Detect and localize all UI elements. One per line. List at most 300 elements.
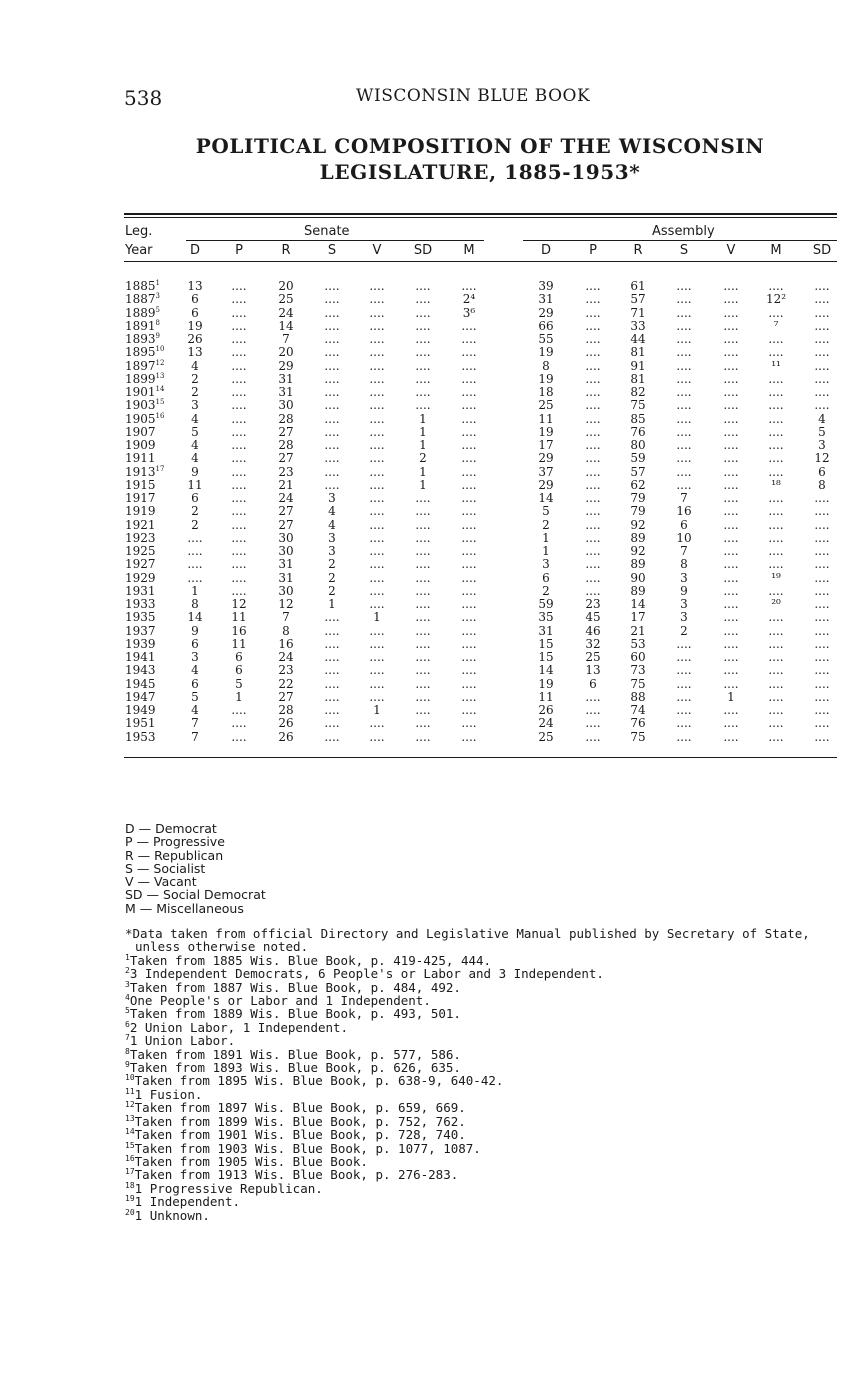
- senate-cell: 30: [278, 544, 294, 558]
- senate-cell: ....: [461, 477, 477, 492]
- footnote-list: [125, 954, 839, 1222]
- table-row: [0, 678, 859, 690]
- senate-cell: 20: [278, 279, 294, 293]
- assembly-cell: ....: [814, 623, 830, 638]
- year-value: 1915: [125, 477, 156, 492]
- assembly-cell: 57: [630, 464, 646, 479]
- footnote-mark: 9: [125, 1059, 130, 1069]
- senate-cell: ....: [324, 424, 340, 439]
- assembly-cell: 55: [538, 332, 554, 346]
- assembly-cell: ¹⁸: [771, 477, 781, 492]
- table-row: [0, 373, 859, 385]
- footnote-text: Taken from 1893 Wis. Blue Book, p. 626, 635.: [129, 1060, 461, 1076]
- table-bottom-rule: [124, 757, 837, 758]
- table-row: [0, 704, 859, 716]
- senate-cell: ....: [461, 491, 477, 505]
- footnote-text: 1 Unknown.: [134, 1207, 210, 1223]
- senate-cell: 27: [278, 504, 294, 519]
- assembly-cell: ....: [768, 530, 784, 545]
- assembly-cell: 14: [630, 597, 646, 611]
- senate-cell: 1: [419, 424, 427, 439]
- page-title: [120, 133, 840, 185]
- senate-cell: 5: [191, 689, 199, 704]
- assembly-cell: 14: [538, 491, 554, 505]
- senate-cell: 28: [278, 703, 294, 717]
- assembly-cell: ....: [723, 729, 739, 744]
- assembly-cell: ....: [723, 358, 739, 373]
- assembly-cell: 7: [680, 544, 688, 558]
- senate-cell: ....: [324, 292, 340, 307]
- assembly-col-head: M: [770, 243, 782, 258]
- senate-cell: ....: [461, 597, 477, 611]
- assembly-cell: ....: [768, 557, 784, 572]
- senate-cell: 24: [278, 491, 294, 505]
- assembly-cell: 66: [538, 318, 554, 333]
- assembly-cell: 75: [630, 676, 646, 691]
- senate-cell: 8: [191, 597, 199, 611]
- assembly-cell: ....: [768, 279, 784, 293]
- assembly-cell: 75: [630, 398, 646, 413]
- senate-cell: ....: [461, 332, 477, 346]
- footnote-mark: 17: [125, 1167, 135, 1177]
- assembly-cell: 75: [630, 729, 646, 744]
- senate-cell: ....: [415, 398, 431, 413]
- senate-cell: 4: [191, 411, 199, 426]
- senate-cell: 27: [278, 451, 294, 466]
- senate-cell: ....: [369, 491, 385, 505]
- senate-cell: 2: [191, 517, 199, 532]
- assembly-cell: ....: [585, 385, 601, 399]
- assembly-cell: ....: [768, 676, 784, 691]
- assembly-cell: ....: [585, 318, 601, 333]
- footnote-mark: 6: [125, 1019, 130, 1029]
- assembly-cell: 81: [630, 371, 646, 386]
- senate-cell: ....: [461, 676, 477, 691]
- assembly-cell: 82: [630, 385, 646, 399]
- assembly-cell: 71: [630, 305, 646, 320]
- senate-cell: ....: [369, 411, 385, 426]
- assembly-cell: ....: [585, 438, 601, 452]
- senate-cell: ....: [231, 371, 247, 386]
- senate-cell: ....: [324, 371, 340, 386]
- assembly-cell: ....: [676, 689, 692, 704]
- senate-cell: 26: [278, 716, 294, 731]
- assembly-cell: ....: [723, 305, 739, 320]
- footnote-text: 1 Union Labor.: [129, 1033, 236, 1049]
- senate-cell: ....: [369, 279, 385, 293]
- senate-cell: ....: [461, 345, 477, 360]
- senate-cell: ....: [231, 385, 247, 399]
- header-year: Year: [125, 243, 153, 258]
- assembly-cell: ....: [814, 544, 830, 558]
- assembly-cell: ¹⁹: [771, 570, 781, 585]
- senate-cell: ....: [415, 318, 431, 333]
- senate-cell: ....: [231, 583, 247, 598]
- senate-cell: ....: [415, 305, 431, 320]
- senate-cell: ....: [415, 385, 431, 399]
- year-footnote-mark: 15: [155, 398, 165, 407]
- year-value: 1927: [125, 557, 156, 572]
- table-row: [0, 611, 859, 623]
- assembly-cell: 3: [542, 557, 550, 572]
- senate-cell: 26: [187, 332, 203, 346]
- assembly-cell: ....: [768, 438, 784, 452]
- footnote-mark: 2: [125, 966, 130, 976]
- notes-intro-line-2: unless otherwise noted.: [135, 939, 309, 955]
- senate-cell: ....: [415, 570, 431, 585]
- senate-cell: 2: [328, 557, 336, 572]
- senate-cell: 2: [419, 451, 427, 466]
- assembly-cell: 32: [585, 636, 601, 651]
- footnote-text: 1 Independent.: [134, 1194, 240, 1210]
- assembly-cell: 1: [727, 689, 735, 704]
- senate-cell: ....: [369, 583, 385, 598]
- assembly-cell: 11: [538, 411, 554, 426]
- assembly-cell: 44: [630, 332, 646, 346]
- senate-cell: ....: [461, 729, 477, 744]
- year-footnote-mark: 9: [155, 332, 161, 340]
- assembly-cell: 35: [538, 610, 554, 625]
- senate-cell: 2: [328, 570, 336, 585]
- assembly-cell: 2: [680, 623, 688, 638]
- assembly-cell: 74: [630, 703, 646, 717]
- year-value: 1953: [125, 729, 156, 744]
- senate-cell: ....: [369, 438, 385, 452]
- senate-cell: ....: [415, 583, 431, 598]
- assembly-cell: ....: [723, 477, 739, 492]
- assembly-cell: ....: [585, 729, 601, 744]
- assembly-cell: ....: [768, 332, 784, 346]
- senate-cell: ....: [231, 358, 247, 373]
- footnote: [125, 967, 839, 980]
- assembly-cell: 11: [538, 689, 554, 704]
- assembly-cell: ....: [585, 424, 601, 439]
- assembly-cell: 8: [542, 358, 550, 373]
- table-row: [0, 307, 859, 319]
- assembly-cell: ....: [768, 345, 784, 360]
- senate-cell: 2: [191, 504, 199, 519]
- legend-item: D — Democrat: [125, 821, 217, 836]
- year-value: 1925: [125, 544, 156, 558]
- assembly-cell: ....: [585, 716, 601, 731]
- assembly-cell: ....: [676, 477, 692, 492]
- senate-cell: 9: [191, 464, 199, 479]
- assembly-cell: ....: [768, 398, 784, 413]
- footnote-mark: 11: [125, 1086, 135, 1096]
- senate-cell: ....: [324, 464, 340, 479]
- year-value: 1943: [125, 663, 156, 678]
- senate-cell: 20: [278, 345, 294, 360]
- senate-col-head: V: [372, 243, 382, 258]
- assembly-cell: ....: [585, 305, 601, 320]
- footnote: [125, 1034, 839, 1047]
- senate-cell: ....: [231, 438, 247, 452]
- senate-cell: 1: [419, 438, 427, 452]
- assembly-cell: ....: [585, 398, 601, 413]
- senate-cell: ....: [324, 398, 340, 413]
- senate-cell: 13: [187, 345, 203, 360]
- assembly-cell: ....: [676, 385, 692, 399]
- senate-cell: ....: [461, 689, 477, 704]
- year-footnote-mark: 12: [155, 358, 165, 367]
- senate-cell: 19: [187, 318, 203, 333]
- table-row: [0, 598, 859, 610]
- senate-cell: ....: [369, 358, 385, 373]
- table-row: [0, 717, 859, 729]
- senate-cell: 7: [191, 716, 199, 731]
- senate-cell: ....: [415, 729, 431, 744]
- table-top-rule-thin: [124, 217, 837, 218]
- senate-cell: 30: [278, 398, 294, 413]
- table-row: [0, 439, 859, 451]
- footnote-text: Taken from 1895 Wis. Blue Book, p. 638-9, 640-42.: [134, 1073, 504, 1089]
- assembly-cell: ....: [676, 358, 692, 373]
- year-value: 1947: [125, 689, 156, 704]
- footnote-mark: 18: [125, 1180, 135, 1190]
- senate-cell: ....: [324, 636, 340, 651]
- senate-cell: ....: [369, 424, 385, 439]
- assembly-cell: ....: [723, 610, 739, 625]
- year-footnote-mark: 8: [155, 318, 161, 327]
- assembly-cell: 2: [542, 583, 550, 598]
- senate-cell: 4: [328, 504, 336, 519]
- senate-cell: ....: [369, 729, 385, 744]
- year-value: 1921: [125, 517, 156, 532]
- senate-cell: 6: [191, 305, 199, 320]
- senate-cell: ....: [415, 358, 431, 373]
- table-row: [0, 585, 859, 597]
- senate-cell: 25: [278, 292, 294, 307]
- senate-cell: ....: [324, 650, 340, 664]
- legend-item: R — Republican: [125, 847, 224, 863]
- senate-cell: ....: [415, 530, 431, 545]
- assembly-cell: 29: [538, 477, 554, 492]
- assembly-cell: ....: [723, 557, 739, 572]
- senate-cell: 23: [278, 464, 294, 479]
- assembly-cell: ....: [814, 557, 830, 572]
- footnote: [125, 1142, 839, 1155]
- senate-cell: ....: [369, 517, 385, 532]
- senate-cell: ....: [461, 570, 477, 585]
- assembly-cell: ....: [768, 411, 784, 426]
- assembly-cell: ....: [814, 398, 830, 413]
- senate-cell: ....: [324, 623, 340, 638]
- footnote: [125, 1101, 839, 1114]
- senate-cell: 4: [191, 451, 199, 466]
- senate-cell: ....: [415, 650, 431, 664]
- senate-cell: ....: [461, 318, 477, 333]
- senate-cell: ....: [369, 570, 385, 585]
- senate-cell: ....: [415, 504, 431, 519]
- assembly-cell: ....: [585, 451, 601, 466]
- table-row: [0, 664, 859, 676]
- senate-col-head: P: [235, 243, 243, 258]
- footnote-mark: 14: [125, 1126, 135, 1136]
- senate-cell: ....: [324, 438, 340, 452]
- assembly-cell: 15: [538, 650, 554, 664]
- senate-cell: 1: [419, 464, 427, 479]
- senate-cell: ....: [415, 716, 431, 731]
- senate-col-head: R: [281, 243, 291, 258]
- senate-cell: ....: [415, 703, 431, 717]
- senate-cell: ....: [461, 358, 477, 373]
- senate-cell: ....: [324, 663, 340, 678]
- senate-cell: 11: [231, 610, 247, 625]
- assembly-cell: ....: [585, 504, 601, 519]
- assembly-cell: 61: [630, 279, 646, 293]
- senate-cell: ....: [369, 676, 385, 691]
- senate-cell: ....: [369, 292, 385, 307]
- table-row: [0, 558, 859, 570]
- senate-cell: ....: [369, 663, 385, 678]
- senate-cell: 11: [187, 477, 203, 492]
- legend: [125, 822, 266, 915]
- senate-cell: ....: [415, 597, 431, 611]
- assembly-cell: ....: [814, 689, 830, 704]
- assembly-cell: 31: [538, 623, 554, 638]
- assembly-cell: ....: [814, 716, 830, 731]
- assembly-cell: 6: [818, 464, 826, 479]
- senate-cell: ....: [231, 332, 247, 346]
- senate-cell: ....: [415, 623, 431, 638]
- assembly-cell: ....: [814, 703, 830, 717]
- assembly-cell: 14: [538, 663, 554, 678]
- senate-cell: ....: [231, 279, 247, 293]
- senate-cell: ....: [461, 517, 477, 532]
- senate-cell: 28: [278, 411, 294, 426]
- year-value: 1949: [125, 703, 156, 717]
- assembly-cell: ....: [723, 716, 739, 731]
- year-value: 1909: [125, 438, 156, 452]
- assembly-cell: 10: [676, 530, 692, 545]
- year-value: 1919: [125, 504, 156, 519]
- footnotes: [125, 927, 839, 1222]
- senate-cell: ....: [369, 716, 385, 731]
- senate-cell: ....: [415, 676, 431, 691]
- year-value: 1931: [125, 583, 156, 598]
- assembly-cell: ....: [676, 703, 692, 717]
- footnote-mark: 4: [125, 992, 130, 1002]
- year-value: 1887: [125, 292, 156, 307]
- senate-cell: ....: [231, 411, 247, 426]
- senate-cell: ....: [415, 663, 431, 678]
- assembly-cell: 31: [538, 292, 554, 307]
- assembly-cell: 89: [630, 557, 646, 572]
- year-value: 1951: [125, 716, 156, 731]
- senate-cell: 1: [419, 411, 427, 426]
- senate-cell: ....: [415, 610, 431, 625]
- assembly-cell: ....: [723, 597, 739, 611]
- senate-cell: ....: [324, 703, 340, 717]
- year-value: 1895: [125, 345, 156, 360]
- assembly-cell: 19: [538, 345, 554, 360]
- assembly-cell: ....: [723, 371, 739, 386]
- table-row: [0, 505, 859, 517]
- assembly-cell: ....: [585, 464, 601, 479]
- assembly-cell: ....: [768, 517, 784, 532]
- senate-cell: 27: [278, 689, 294, 704]
- senate-cell: 4: [191, 358, 199, 373]
- senate-cell: ....: [187, 530, 203, 545]
- legend-item: S — Socialist: [125, 860, 206, 876]
- year-value: 1891: [125, 318, 156, 333]
- legend-item: M — Miscellaneous: [125, 900, 244, 916]
- assembly-cell: 53: [630, 636, 646, 651]
- table-row: [0, 466, 859, 478]
- senate-cell: ....: [369, 305, 385, 320]
- assembly-cell: 6: [542, 570, 550, 585]
- assembly-cell: ....: [585, 583, 601, 598]
- senate-cell: ....: [415, 371, 431, 386]
- assembly-cell: 1: [542, 530, 550, 545]
- assembly-cell: 29: [538, 451, 554, 466]
- assembly-cell: ....: [723, 517, 739, 532]
- senate-cell: ....: [324, 358, 340, 373]
- senate-cell: ....: [324, 729, 340, 744]
- senate-cell: ....: [415, 517, 431, 532]
- table-row: [0, 532, 859, 544]
- assembly-cell: ....: [768, 703, 784, 717]
- senate-cell: ....: [461, 716, 477, 731]
- notes-intro-line-1: *Data taken from official Directory and Legislative Manual published by Secretary of State,: [125, 926, 810, 941]
- footnote-text: Taken from 1889 Wis. Blue Book, p. 493, 501.: [129, 1006, 461, 1022]
- assembly-cell: ....: [585, 345, 601, 360]
- assembly-cell: 92: [630, 544, 646, 558]
- year-value: 1935: [125, 610, 156, 625]
- assembly-cell: ....: [814, 676, 830, 691]
- assembly-cell: ....: [585, 689, 601, 704]
- senate-cell: ....: [324, 279, 340, 293]
- footnote: [125, 1007, 839, 1020]
- assembly-cell: ....: [768, 636, 784, 651]
- year-value: 1907: [125, 424, 156, 439]
- senate-cell: ....: [461, 623, 477, 638]
- assembly-cell: ....: [585, 371, 601, 386]
- assembly-cell: ....: [768, 623, 784, 638]
- assembly-cell: ....: [814, 583, 830, 598]
- senate-cell: 3: [328, 530, 336, 545]
- assembly-cell: ....: [676, 411, 692, 426]
- assembly-cell: 3: [680, 597, 688, 611]
- senate-cell: ....: [231, 345, 247, 360]
- assembly-cell: ....: [723, 411, 739, 426]
- senate-cell: ....: [324, 305, 340, 320]
- assembly-cell: ....: [676, 650, 692, 664]
- year-value: 1885: [125, 279, 156, 293]
- assembly-cell: 19: [538, 371, 554, 386]
- assembly-cell: ....: [676, 424, 692, 439]
- senate-cell: ....: [461, 610, 477, 625]
- assembly-cell: 16: [676, 504, 692, 519]
- legend-item: V — Vacant: [125, 874, 197, 890]
- assembly-cell: 5: [818, 424, 826, 439]
- assembly-col-head: D: [540, 243, 551, 258]
- assembly-cell: 13: [585, 663, 601, 678]
- senate-cell: 2: [191, 385, 199, 399]
- year-value: 1899: [125, 371, 156, 386]
- senate-col-head: S: [327, 243, 337, 258]
- senate-cell: ....: [415, 279, 431, 293]
- assembly-cell: ....: [723, 504, 739, 519]
- assembly-cell: ....: [814, 332, 830, 346]
- senate-cell: 3⁶: [462, 305, 476, 320]
- assembly-cell: ....: [814, 610, 830, 625]
- assembly-cell: 37: [538, 464, 554, 479]
- senate-cell: ....: [461, 583, 477, 598]
- year-footnote-mark: 3: [155, 292, 161, 301]
- footnote-text: Taken from 1913 Wis. Blue Book, p. 276-283.: [134, 1167, 459, 1183]
- senate-cell: ....: [369, 650, 385, 664]
